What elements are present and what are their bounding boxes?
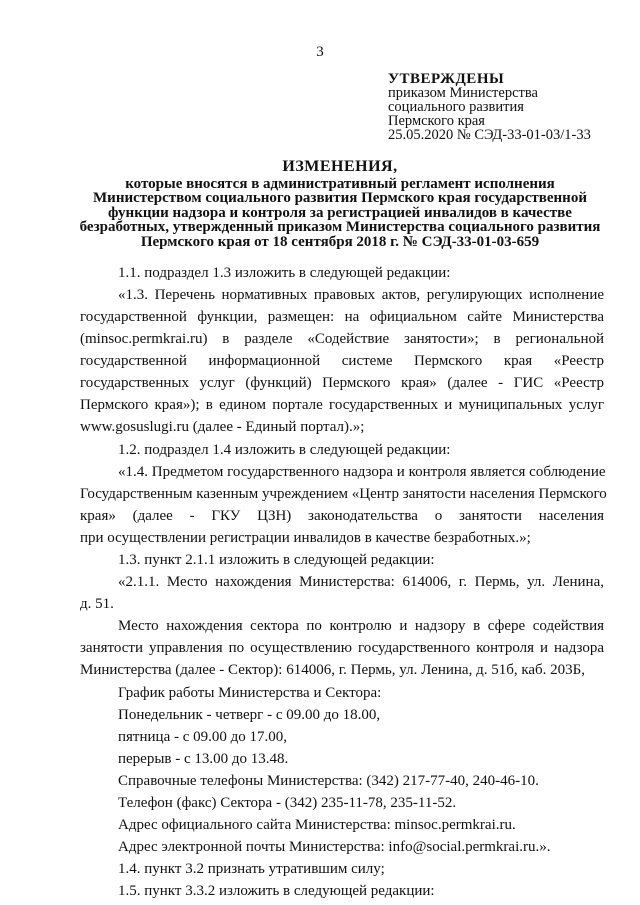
body-line: Адрес электронной почты Министерства: info@social.permkrai.ru.». [118, 839, 551, 855]
body-line: Пермского края»); в едином портале государственных и муниципальных услуг [80, 397, 604, 413]
body-line: www.gosuslugi.ru (далее - Единый портал).»; [80, 419, 365, 435]
body-line: График работы Министерства и Сектора: [118, 685, 382, 701]
title-line: Пермского края от 18 сентября 2018 г. № СЭД-33-01-03-659 [140, 233, 540, 250]
approval-line: 25.05.2020 № СЭД-33-01-03/1-33 [388, 127, 591, 143]
body-line: Справочные телефоны Министерства: (342) 217-77-40, 240-46-10. [118, 773, 539, 789]
body-line: 1.3. пункт 2.1.1 изложить в следующей редакции: [118, 552, 435, 568]
title-main: ИЗМЕНЕНИЯ, [282, 158, 398, 175]
body-line: занятости управления по осуществлению государственного контроля и надзора [80, 640, 604, 656]
body-line: 1.1. подраздел 1.3 изложить в следующей редакции: [118, 265, 451, 281]
body-line: пятница - с 09.00 до 17.00, [118, 729, 288, 745]
body-line: 1.4. пункт 3.2 признать утратившим силу; [118, 861, 385, 877]
title-line: которые вносятся в административный регламент исполнения [125, 175, 555, 192]
body-line: государственной информационной системе Пермского края «Реестр [80, 353, 604, 369]
title-line: безработных, утвержденный приказом Министерства социального развития [79, 219, 601, 236]
approval-line: приказом Министерства [388, 85, 538, 101]
approval-line: Пермского края [388, 113, 485, 129]
body-line: «1.3. Перечень нормативных правовых актов, регулирующих исполнение [118, 287, 604, 303]
body-line: 1.2. подраздел 1.4 изложить в следующей редакции: [118, 442, 451, 458]
body-line: «1.4. Предметом государственного надзора и контроля является соблюдение [118, 464, 606, 480]
body-line: при осуществлении регистрации инвалидов в качестве безработных.»; [80, 530, 531, 546]
body-line: края» (далее - ГКУ ЦЗН) законодательства о занятости населения [80, 508, 604, 524]
body-line: государственной функции, размещен: на официальном сайте Министерства [80, 309, 604, 325]
body-line: Телефон (факс) Сектора - (342) 235-11-78, 235-11-52. [118, 795, 457, 811]
title-line: функции надзора и контроля за регистрацией инвалидов в качестве [108, 204, 572, 221]
body-line: Адрес официального сайта Министерства: minsoc.permkrai.ru. [118, 817, 516, 833]
body-line: «2.1.1. Место нахождения Министерства: 614006, г. Пермь, ул. Ленина, [118, 574, 604, 590]
title-line: Министерством социального развития Пермского края государственной [93, 190, 587, 207]
page-number: 3 [316, 44, 324, 60]
body-line: Государственным казенным учреждением «Центр занятости населения Пермского [80, 486, 607, 502]
body-line: д. 51. [80, 596, 114, 612]
document-title [60, 160, 620, 250]
body-line: Министерства (далее - Сектор): 614006, г. Пермь, ул. Ленина, д. 51б, каб. 203Б, [80, 662, 586, 678]
body-line: перерыв - с 13.00 до 13.48. [118, 751, 289, 767]
approval-line: социального развития [388, 99, 524, 115]
body-line: государственных услуг (функций) Пермского края» (далее - ГИС «Реестр [80, 375, 604, 391]
approval-block [388, 72, 591, 142]
body-line: Место нахождения сектора по контролю и надзору в сфере содействия [118, 618, 604, 634]
body-line: (minsoc.permkrai.ru) в разделе «Содействие занятости»; в региональной [80, 331, 604, 347]
body-line: 1.5. пункт 3.3.2 изложить в следующей редакции: [118, 883, 435, 899]
approval-heading: УТВЕРЖДЕНЫ [388, 71, 505, 87]
body-line: Понедельник - четверг - с 09.00 до 18.00, [118, 707, 381, 723]
